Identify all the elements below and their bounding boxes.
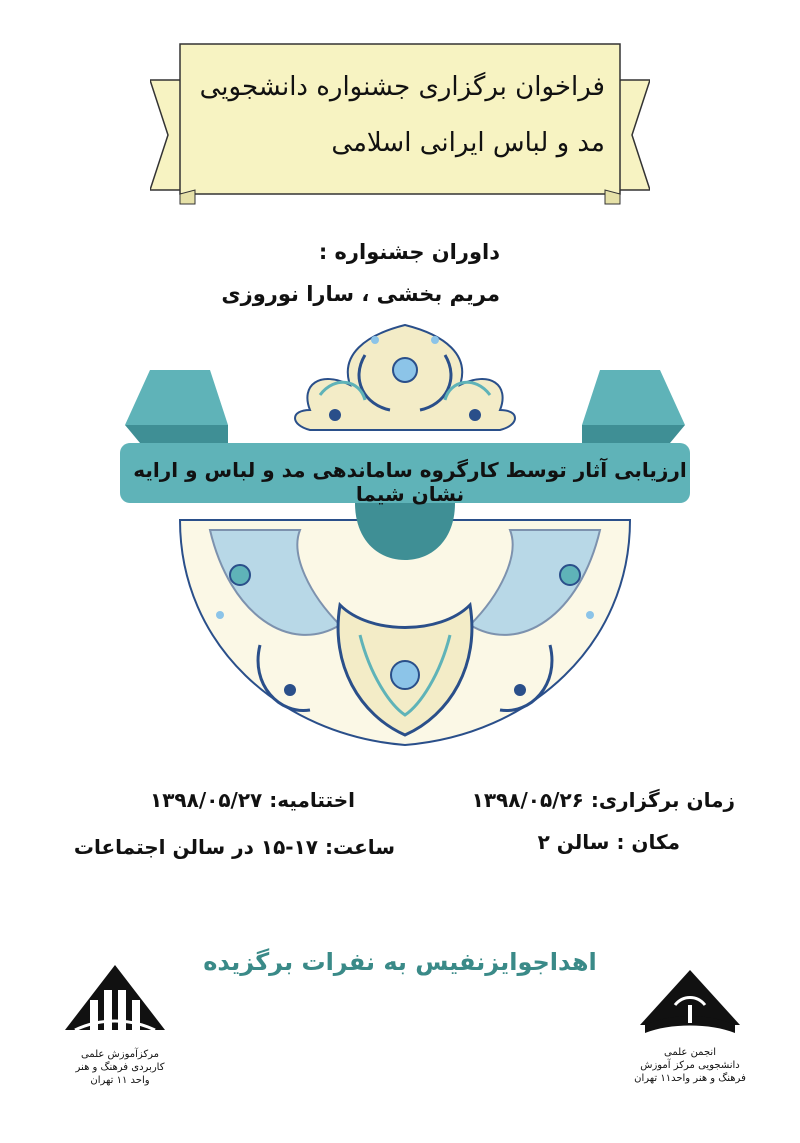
top-ornament xyxy=(295,325,515,430)
training-center-logo xyxy=(60,960,170,1040)
event-time: ساعت: ۱۷-۱۵ در سالن اجتماعات xyxy=(73,835,395,859)
training-center-name: مرکزآموزش علمی کاربردی فرهنگ و هنر واحد ۱۱ تهران xyxy=(75,1049,165,1086)
venue: مکان : سالن ۲ xyxy=(537,830,680,854)
student-association-name: انجمن علمی دانشجویی مرکز آموزش فرهنگ و هنر واحد۱۱ تهران xyxy=(634,1047,746,1084)
student-association-logo xyxy=(635,965,745,1045)
judges-names: مریم بخشی ، سارا نوروزی xyxy=(221,282,500,306)
title-line-1: فراخوان برگزاری جشنواره دانشجویی xyxy=(199,72,605,102)
ornament-graphic xyxy=(110,315,700,765)
title-line-2: مد و لباس ایرانی اسلامی xyxy=(331,128,605,158)
start-date: زمان برگزاری: ۱۳۹۸/۰۵/۲۶ xyxy=(471,788,735,812)
judges-label: داوران جشنواره : xyxy=(318,240,500,264)
closing-date: اختتامیه: ۱۳۹۸/۰۵/۲۷ xyxy=(149,788,355,812)
awards-text: اهداجوایزنفیس به نفرات برگزیده xyxy=(203,948,597,976)
ribbon-text: ارزیابی آثار توسط کارگروه ساماندهی مد و لباس و ارایه نشان شیما xyxy=(133,458,687,506)
